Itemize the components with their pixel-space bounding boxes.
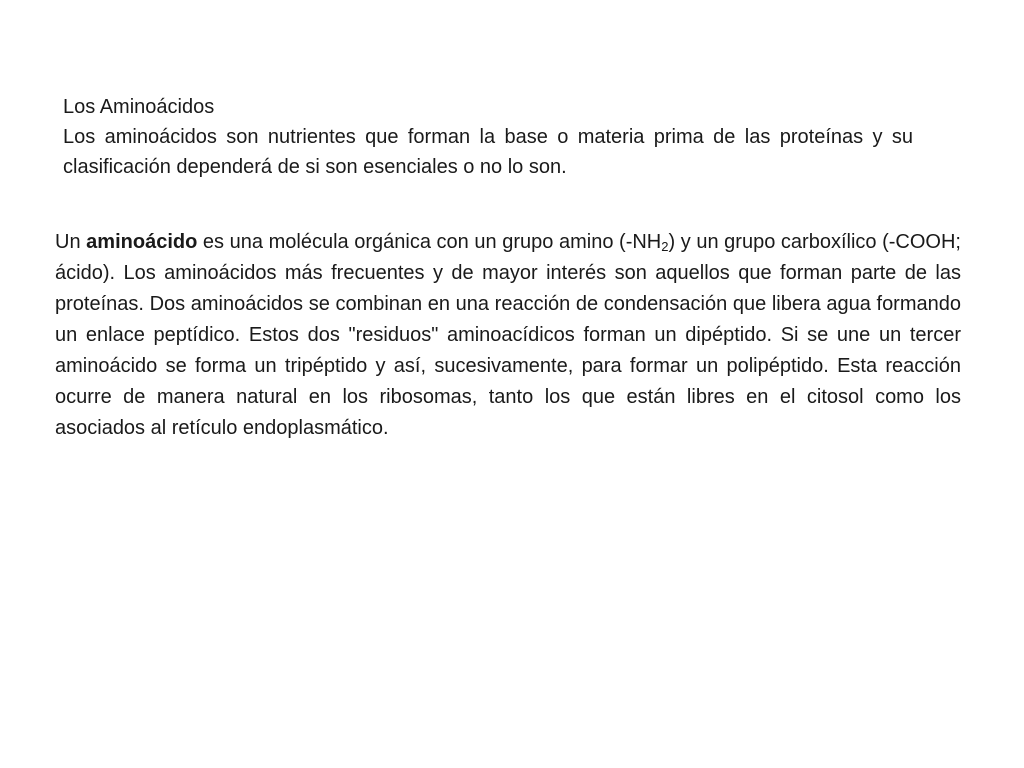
subscript-2: 2: [661, 239, 669, 254]
intro-paragraph: Los aminoácidos son nutrientes que forman la base o materia prima de las proteínas y su clasificación dependerá de si son esenciales o no lo son.: [63, 126, 913, 178]
definition-paragraph: [55, 227, 961, 444]
definition-text-rest: ) y un grupo carboxílico (-COOH; ácido). Los aminoácidos más frecuentes y de mayor interés son aquellos que forman parte de las proteínas. Dos aminoácidos se combinan en una reacción de condensación que libera agua formando un enlace peptídico. Estos dos "residuos" aminoacídicos forman un dipéptido. Si se une un tercer aminoácido se forma un tripéptido y así, sucesivamente, para formar un polipéptido. Esta reacción ocurre de manera natural en los ribosomas, tanto los que están libres en el citosol como los asociados al retículo endoplasmático.: [55, 231, 961, 439]
bold-term: aminoácido: [86, 231, 198, 253]
intro-block: [63, 92, 913, 182]
definition-text-amino: es una molécula orgánica con un grupo amino (-NH: [197, 231, 662, 253]
slide-title: Los Aminoácidos: [63, 96, 215, 118]
definition-text-start: Un: [55, 231, 87, 253]
